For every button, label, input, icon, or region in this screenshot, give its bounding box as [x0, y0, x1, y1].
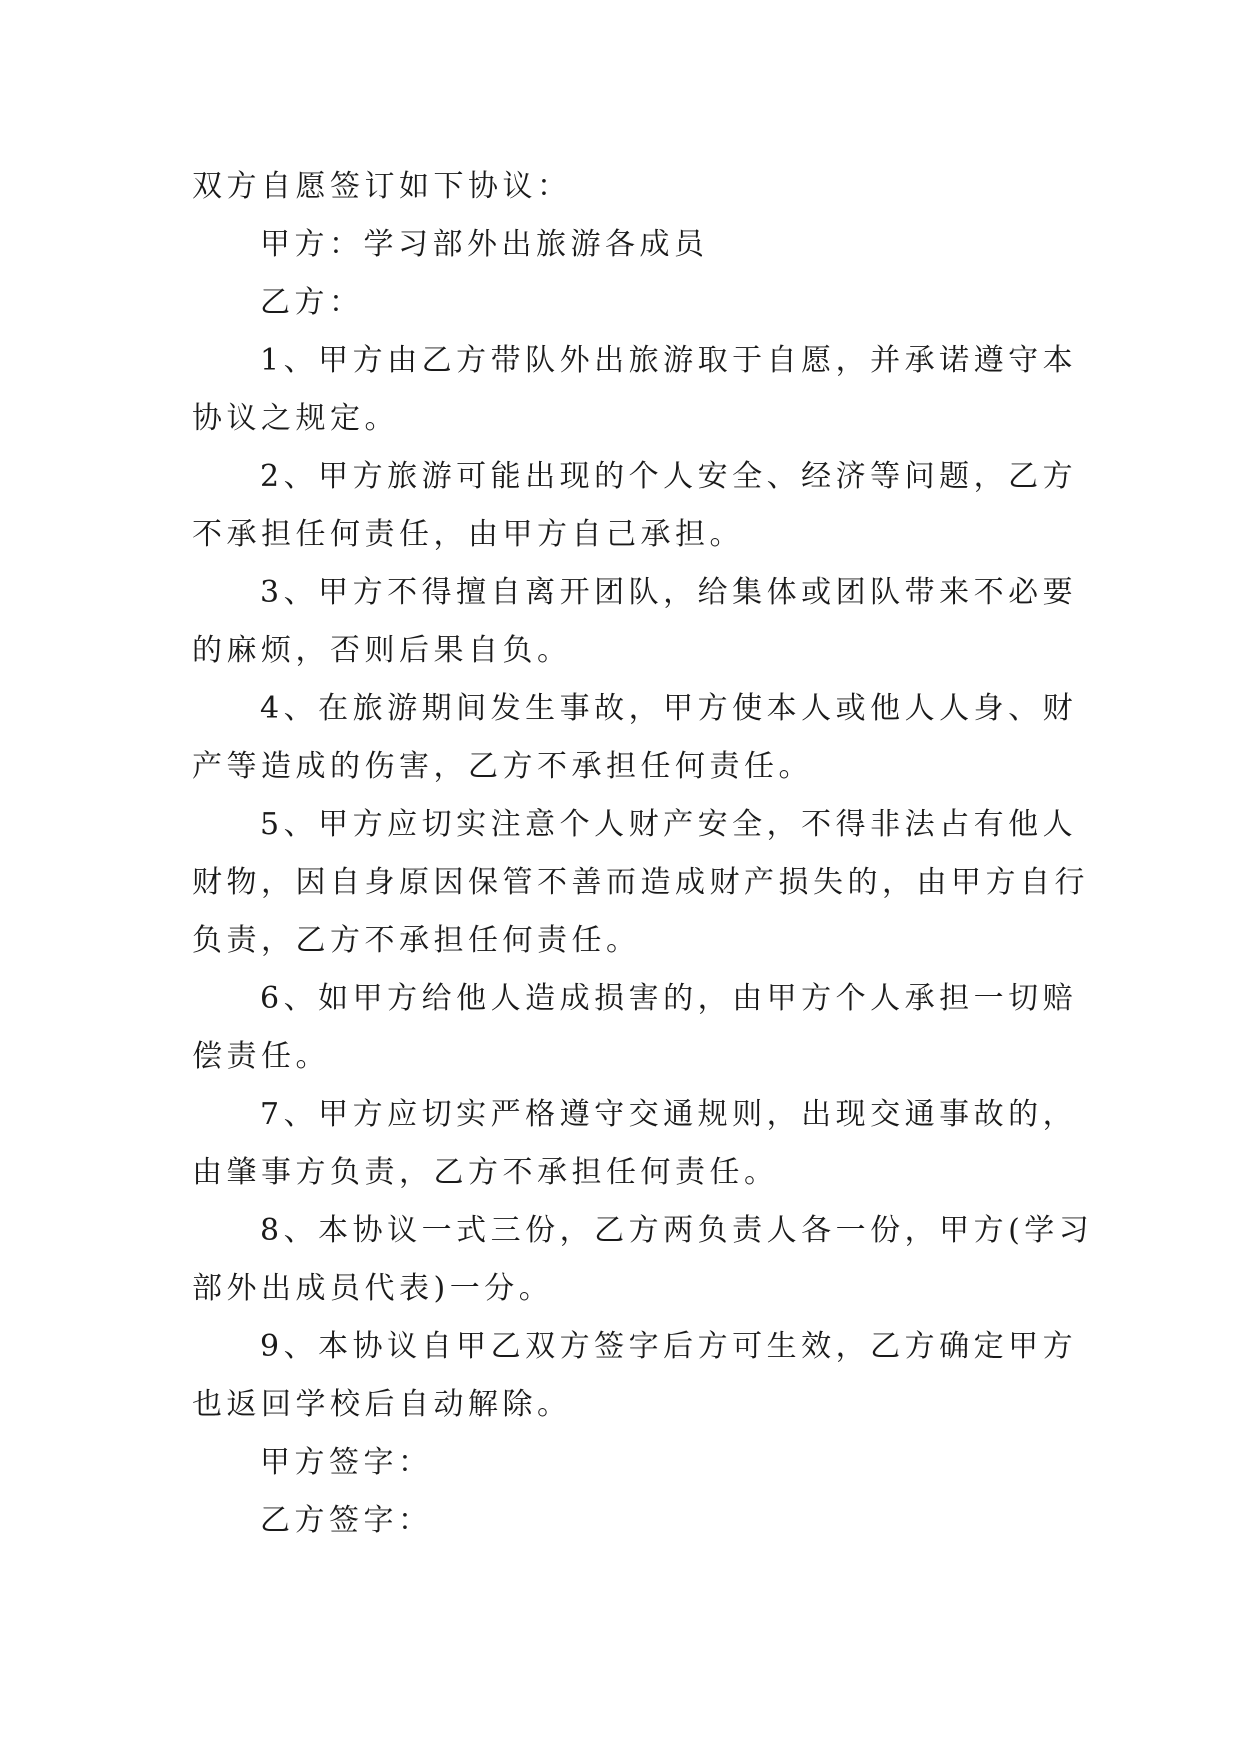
signature-party-a: 甲方签字：	[260, 1445, 433, 1480]
signature-party-b: 乙方签字：	[260, 1503, 433, 1538]
party-a-line: 甲方：学习部外出旅游各成员	[260, 227, 709, 262]
clause-6	[192, 970, 1078, 1086]
clause-line: 偿责任。	[192, 1039, 330, 1074]
clause-line: 5、甲方应切实注意个人财产安全，不得非法占有他人	[260, 807, 1078, 842]
clause-line: 9、本协议自甲乙双方签字后方可生效，乙方确定甲方	[260, 1329, 1078, 1364]
clause-2	[192, 448, 1078, 564]
clause-8	[192, 1202, 1094, 1318]
party-b-line: 乙方：	[260, 285, 364, 320]
clause-line: 产等造成的伤害，乙方不承担任何责任。	[192, 749, 813, 784]
clause-4	[192, 680, 1078, 796]
clause-7	[192, 1086, 1078, 1202]
agreement-body	[192, 158, 1094, 1550]
clause-line: 协议之规定。	[192, 401, 399, 436]
clause-line: 6、如甲方给他人造成损害的，由甲方个人承担一切赔	[260, 981, 1078, 1016]
intro-line: 双方自愿签订如下协议：	[192, 169, 572, 204]
clause-line: 也返回学校后自动解除。	[192, 1387, 572, 1422]
clause-line: 财物，因自身原因保管不善而造成财产损失的，由甲方自行	[192, 865, 1089, 900]
clause-line: 负责，乙方不承担任何责任。	[192, 923, 641, 958]
clause-line: 1、甲方由乙方带队外出旅游取于自愿，并承诺遵守本	[260, 343, 1078, 378]
clause-line: 4、在旅游期间发生事故，甲方使本人或他人人身、财	[260, 691, 1078, 726]
clause-9	[192, 1318, 1078, 1434]
clause-line: 部外出成员代表)一分。	[192, 1271, 554, 1306]
clause-line: 3、甲方不得擅自离开团队，给集体或团队带来不必要	[260, 575, 1078, 610]
clause-1	[192, 332, 1078, 448]
clause-3	[192, 564, 1078, 680]
clause-line: 由肇事方负责，乙方不承担任何责任。	[192, 1155, 779, 1190]
clause-line: 2、甲方旅游可能出现的个人安全、经济等问题，乙方	[260, 459, 1078, 494]
clause-line: 的麻烦，否则后果自负。	[192, 633, 572, 668]
clause-5	[192, 796, 1089, 970]
clause-line: 7、甲方应切实严格遵守交通规则，出现交通事故的，	[260, 1097, 1078, 1132]
clause-line: 8、本协议一式三份，乙方两负责人各一份，甲方(学习	[260, 1213, 1094, 1248]
clause-line: 不承担任何责任，由甲方自己承担。	[192, 517, 744, 552]
